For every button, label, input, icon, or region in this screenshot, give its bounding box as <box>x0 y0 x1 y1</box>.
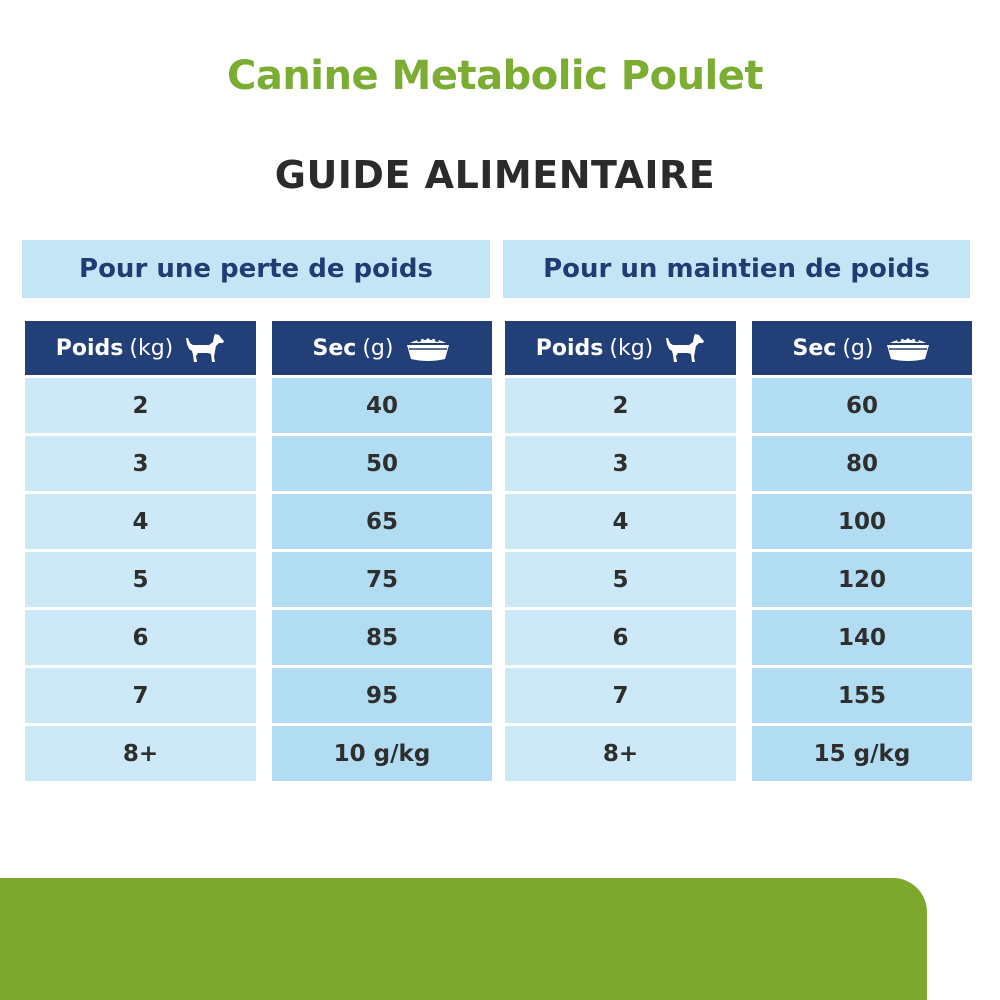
table-cell-amount: 95 <box>272 668 492 723</box>
weight-column-header <box>25 321 256 375</box>
food-header-label: Sec <box>792 335 837 361</box>
table-cell-weight: 4 <box>505 494 736 549</box>
table-cell-weight: 7 <box>505 668 736 723</box>
weight-maintenance-section-title: Pour un maintien de poids <box>503 240 970 298</box>
weight-maintenance-weight-column <box>505 321 736 781</box>
table-cell-amount: 50 <box>272 436 492 491</box>
table-cell-amount: 75 <box>272 552 492 607</box>
table-cell-weight: 7 <box>25 668 256 723</box>
table-cell-weight: 5 <box>505 552 736 607</box>
table-cell-weight: 5 <box>25 552 256 607</box>
table-cell-weight: 4 <box>25 494 256 549</box>
table-cell-amount: 60 <box>752 378 972 433</box>
table-cell-weight: 3 <box>25 436 256 491</box>
decorative-green-band <box>0 878 927 1000</box>
dog-icon <box>185 332 225 364</box>
weight-maintenance-food-column <box>752 321 972 781</box>
weight-column-header <box>505 321 736 375</box>
table-cell-weight: 8+ <box>25 726 256 781</box>
table-cell-weight: 2 <box>505 378 736 433</box>
weight-header-unit: (kg) <box>129 335 174 361</box>
table-cell-weight: 8+ <box>505 726 736 781</box>
table-cell-amount: 40 <box>272 378 492 433</box>
table-cell-weight: 6 <box>505 610 736 665</box>
weight-loss-food-column <box>272 321 492 781</box>
food-column-header <box>752 321 972 375</box>
table-cell-amount: 85 <box>272 610 492 665</box>
food-bowl-icon <box>885 333 931 363</box>
product-title: Canine Metabolic Poulet <box>226 53 764 99</box>
food-column-header <box>272 321 492 375</box>
table-cell-amount: 140 <box>752 610 972 665</box>
dog-icon <box>665 332 705 364</box>
table-cell-amount: 155 <box>752 668 972 723</box>
table-cell-weight: 3 <box>505 436 736 491</box>
weight-loss-section-title: Pour une perte de poids <box>22 240 490 298</box>
weight-header-unit: (kg) <box>609 335 654 361</box>
feeding-guide-heading: GUIDE ALIMENTAIRE <box>274 153 716 197</box>
table-cell-weight: 6 <box>25 610 256 665</box>
table-cell-amount: 120 <box>752 552 972 607</box>
food-header-unit: (g) <box>842 335 874 361</box>
table-cell-weight: 2 <box>25 378 256 433</box>
table-cell-amount: 15 g/kg <box>752 726 972 781</box>
food-header-unit: (g) <box>362 335 394 361</box>
table-cell-amount: 100 <box>752 494 972 549</box>
weight-header-label: Poids <box>55 335 124 361</box>
food-bowl-icon <box>405 333 451 363</box>
table-cell-amount: 80 <box>752 436 972 491</box>
weight-header-label: Poids <box>535 335 604 361</box>
table-cell-amount: 10 g/kg <box>272 726 492 781</box>
table-cell-amount: 65 <box>272 494 492 549</box>
food-header-label: Sec <box>312 335 357 361</box>
weight-loss-weight-column <box>25 321 256 781</box>
